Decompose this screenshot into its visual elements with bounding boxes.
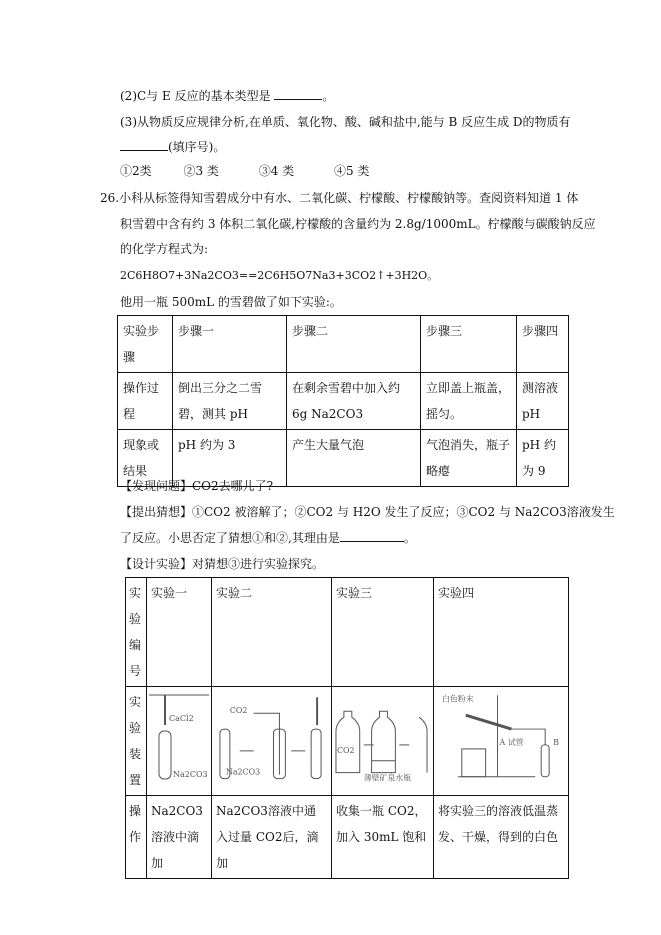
table-cell: 气泡消失，瓶子略瘪 xyxy=(421,430,517,487)
table-cell: 收集一瓶 CO2，加入 30mL 饱和 xyxy=(332,796,434,879)
plastic-bottle-figure xyxy=(334,689,431,785)
q25-part3-cont xyxy=(120,139,225,155)
table-cell: 步骤四 xyxy=(517,316,569,373)
table-cell: 实验步骤 xyxy=(118,316,173,373)
table-row xyxy=(126,796,569,879)
figure-cell xyxy=(434,687,569,796)
q25-part3-hint: (填序号)。 xyxy=(168,140,226,154)
table-cell: 现象或结果 xyxy=(118,430,173,487)
experiment-steps-table xyxy=(117,315,569,487)
table-row xyxy=(126,578,569,687)
q26-line5: 他用一瓶 500mL 的雪碧做了如下实验:。 xyxy=(120,295,342,309)
table-cell: 实验三 xyxy=(332,578,434,687)
table-cell: pH 约为 3 xyxy=(173,430,287,487)
label-co2: CO2 xyxy=(336,745,355,755)
label-na2co3: Na2CO3 xyxy=(225,767,261,777)
label-tube-a: A 试管 xyxy=(499,737,524,747)
figure-cell xyxy=(147,687,212,796)
table-cell: 倒出三分之二雪碧，测其 pH xyxy=(173,373,287,430)
label-white-powder: 白色粉末 xyxy=(441,694,474,704)
hypothesis-line2 xyxy=(120,530,416,546)
figure-cell xyxy=(332,687,434,796)
label-bottle: 薄壁矿泉水瓶 xyxy=(363,773,412,783)
table-cell: 实验四 xyxy=(434,578,569,687)
hypothesis-line1: 【提出猜想】①CO2 被溶解了；②CO2 与 H2O 发生了反应；③CO2 与 Na2CO3溶液发生 xyxy=(120,505,615,519)
table-cell: 将实验三的溶液低温蒸发、干燥，得到的白色 xyxy=(434,796,569,879)
discover-problem: 【发现问题】CO2去哪儿了? xyxy=(120,479,274,493)
answer-blank[interactable] xyxy=(340,530,404,542)
period: 。 xyxy=(403,531,416,545)
table-row xyxy=(126,687,569,796)
table-cell: 在剩余雪碧中加入约 6g Na2CO3 xyxy=(287,373,421,430)
table-cell: 测溶液 pH xyxy=(517,373,569,430)
option-4: ④5 类 xyxy=(334,164,370,178)
chemical-equation: 2C6H8O7+3Na2CO3==2C6H5O7Na3+3CO2↑+3H2O。 xyxy=(120,269,439,282)
table-cell: Na2CO3溶液中滴加 xyxy=(147,796,212,879)
q26-line3: 的化学方程式为: xyxy=(120,242,209,256)
co2-bubbling-figure xyxy=(214,689,329,785)
table-cell: 步骤二 xyxy=(287,316,421,373)
design-experiment: 【设计实验】对猜想③进行实验探究。 xyxy=(120,557,325,571)
label-na2co3: Na2CO3 xyxy=(173,770,208,779)
row-header: 操作 xyxy=(126,796,147,879)
q25-part2-text: (2)C与 E 反应的基本类型是 xyxy=(120,89,271,103)
table-cell: 操作过程 xyxy=(118,373,173,430)
table-cell: Na2CO3溶液中通入过量 CO2后，滴加 xyxy=(212,796,332,879)
test-tube-cacl2-figure xyxy=(149,689,209,785)
option-2: ②3 类 xyxy=(183,164,219,178)
table-cell: 步骤一 xyxy=(173,316,287,373)
table-cell: 立即盖上瓶盖，摇匀。 xyxy=(421,373,517,430)
q25-part3: (3)从物质反应规律分析,在单质、氧化物、酸、碱和盐中,能与 B 反应生成 D的物质有 xyxy=(120,115,571,129)
answer-blank[interactable] xyxy=(120,139,168,151)
figure-cell xyxy=(212,687,332,796)
answer-blank[interactable] xyxy=(274,88,322,100)
experiment-design-table xyxy=(125,577,569,879)
table-row xyxy=(118,373,569,430)
heating-apparatus-figure xyxy=(436,689,566,785)
label-cacl2: CaCl2 xyxy=(169,714,194,723)
option-3: ③4 类 xyxy=(258,164,295,178)
table-row xyxy=(118,316,569,373)
label-b: B xyxy=(553,737,559,747)
q26-line2: 积雪碧中含有约 3 体积二氧化碳,柠檬酸的含量约为 2.8g/1000mL。柠檬酸与碳酸钠反应 xyxy=(120,217,596,231)
table-cell: 实验一 xyxy=(147,578,212,687)
label-co2: CO2 xyxy=(229,706,248,716)
q26-line1: 26.小科从标签得知雪碧成分中有水、二氧化碳、柠檬酸、柠檬酸钠等。查阅资料知道 1 体 xyxy=(100,191,579,205)
row-header: 实验装置 xyxy=(126,687,147,796)
table-cell: 实验二 xyxy=(212,578,332,687)
q25-options xyxy=(120,163,369,179)
table-cell: pH 约为 9 xyxy=(517,430,569,487)
hypothesis-text: 了反应。小思否定了猜想①和②,其理由是 xyxy=(120,531,340,545)
option-1: ①2类 xyxy=(120,164,152,178)
q25-part2 xyxy=(120,88,334,104)
table-cell: 步骤三 xyxy=(421,316,517,373)
period: 。 xyxy=(322,89,335,103)
row-header: 实验编号 xyxy=(126,578,147,687)
table-cell: 产生大量气泡 xyxy=(287,430,421,487)
